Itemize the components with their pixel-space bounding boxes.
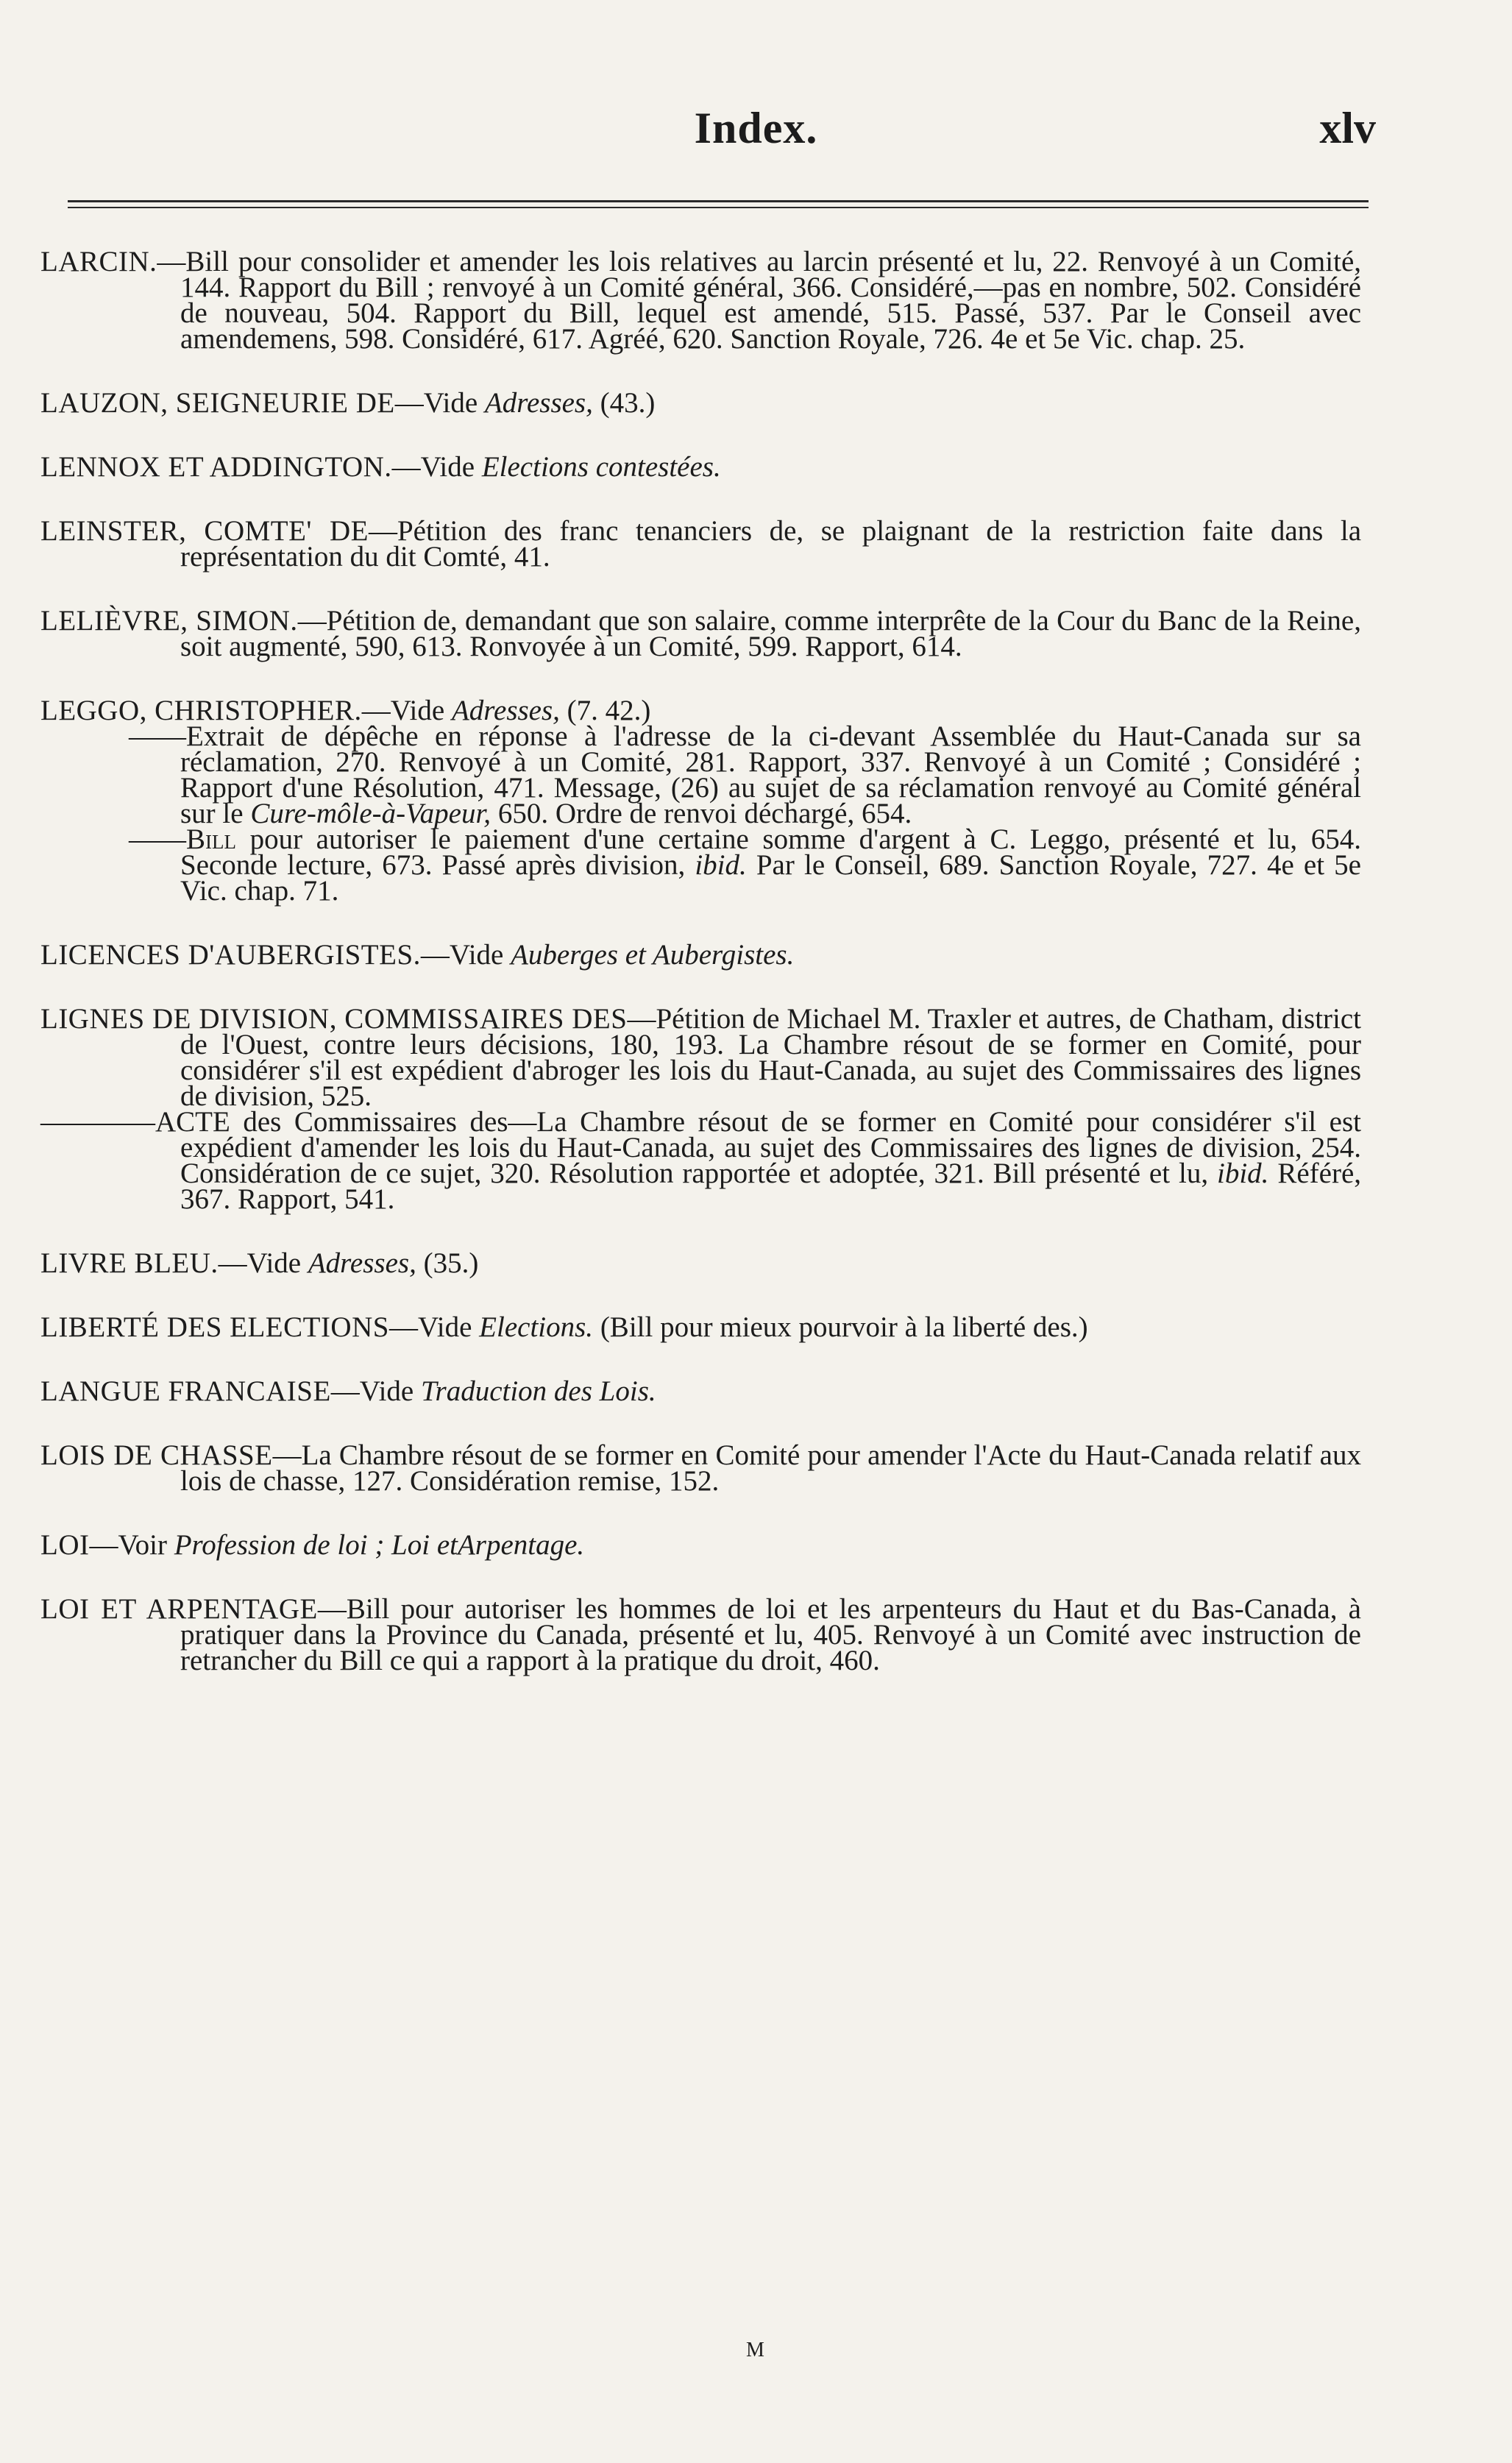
sub-entry-text: Extrait de dépêche en réponse à l'adresse de la ci-devant Assemblée du Haut-Canada sur sa réclamation, 270. Renvoyé à un Comité, 281. Rapport, 337. Renvoyé à un Comité ; Considéré ; Rapport d'une Résolution, 471. Message, (26) au sujet de sa réclamation renvoyé au Comité général sur le [180,720,1361,829]
index-entry-leinster [40,515,1361,573]
entry-text: —Vide [388,1311,480,1343]
entry-tail: (35.) [416,1247,479,1279]
entry-heading: LICENCES D'AUBERGISTES. [40,939,421,971]
sub-entry-tail: Par le Conseil, 689. Sanction Royale, 727. 4e et 5e Vic. chap. 71. [180,849,1361,907]
sub-entry-dash: —— [129,720,186,752]
entry-text: —Vide [420,939,511,971]
index-entry-lennox [40,451,1361,483]
entry-text: —Vide [394,387,485,419]
index-entry-lelievre [40,605,1361,662]
sub-entry-dash: —— [129,823,186,855]
entry-reference: Profession de loi ; Loi etArpentage. [174,1529,585,1561]
entry-reference: Adresses, [484,387,593,419]
index-entry-licences [40,939,1361,971]
entry-heading: LOIS DE CHASSE [40,1439,273,1471]
sub-entry-tail: Référé, 367. Rapport, 541. [180,1158,1362,1215]
entry-text: —Vide [218,1247,308,1279]
index-entry-leggo [40,695,1361,907]
entry-reference: Auberges et Aubergistes. [511,939,795,971]
entry-heading: LANGUE FRANCAISE [40,1375,331,1407]
entry-heading: LAUZON, SEIGNEURIE DE [40,387,395,419]
running-head [0,103,1512,162]
entry-reference: Adresses, [451,695,560,726]
entry-heading: LEINSTER, COMTE' DE [40,515,369,547]
header-rule-thick [68,200,1369,202]
sub-entry-tail: 650. Ordre de renvoi déchargé, 654. [491,798,912,829]
signature-mark: M [746,2339,766,2361]
header-rule-thin [68,207,1369,208]
index-entry-langue [40,1375,1361,1407]
entry-heading: LELIÈVRE, SIMON. [40,605,298,637]
sub-entry [129,720,1361,829]
entry-tail: (7. 42.) [559,695,651,726]
entry-heading: LIVRE BLEU. [40,1247,219,1279]
page-number: xlv [1319,104,1376,152]
entry-text: —Voir [89,1529,174,1561]
entry-tail: (Bill pour mieux pourvoir à la liberté des.) [593,1311,1088,1343]
entry-heading: LENNOX ET ADDINGTON. [40,451,392,483]
sub-entry-text: ACTE des Commissaires des—La Chambre résout de se former en Comité pour considérer s'il est expédient d'amender les lois du Haut-Canada, au sujet des Commissaires des lignes de division, 254. Considération de ce sujet, 320. Résolution rapportée et adoptée, 321. Bill présenté et lu, [155,1106,1361,1189]
index-entry-lauzon [40,387,1361,419]
index-entry-livre-bleu [40,1247,1361,1279]
sub-entry-reference: ibid. [695,849,747,881]
sub-entry [40,1106,1362,1215]
entry-heading: LOI [40,1529,90,1561]
entry-heading: LIGNES DE DIVISION, COMMISSAIRES DES [40,1003,628,1035]
index-entry-lois-chasse [40,1439,1361,1497]
entry-reference: Adresses, [308,1247,416,1279]
entry-text: —Bill pour consolider et amender les lois relatives au larcin présenté et lu, 22. Renvoyé à un Comité, 144. Rapport du Bill ; renvoyé à un Comité général, 366. Considéré,—pas en nombre, 502. Considéré de nouveau, 504. Rapport du Bill, lequel est amendé, 515. Passé, 537. Par le Conseil avec amendemens, 598. Considéré, 617. Agréé, 620. Sanction Royale, 726. 4e et 5e Vic. chap. 25. [157,246,1361,355]
entry-text: —Pétition des franc tenanciers de, se plaignant de la restriction faite dans la représentation du dit Comté, 41. [180,515,1361,573]
index-entry-loi-arpentage [40,1593,1361,1676]
entry-text: —La Chambre résout de se former en Comité pour amender l'Acte du Haut-Canada relatif aux lois de chasse, 127. Considération remise, 152. [180,1439,1361,1497]
index-entry-liberte [40,1311,1361,1343]
entry-text: —Bill pour autoriser les hommes de loi et les arpenteurs du Haut et du Bas-Canada, à pratiquer dans la Province du Canada, présenté et lu, 405. Renvoyé à un Comité avec instruction de retrancher du Bill ce qui a rapport à la pratique du droit, 460. [180,1593,1361,1676]
entry-reference: Traduction des Lois. [420,1375,656,1407]
page-title: Index. [694,104,818,152]
entry-text: —Vide [330,1375,421,1407]
entry-heading: LARCIN. [40,246,157,277]
entry-heading: LIBERTÉ DES ELECTIONS [40,1311,389,1343]
sub-entry-reference: Cure-môle-à-Vapeur, [250,798,491,829]
entry-heading: LEGGO, CHRISTOPHER. [40,695,362,726]
entry-text: —Vide [361,695,452,726]
index-entry-loi [40,1529,1361,1561]
index-entries [40,246,1362,1712]
entry-tail: (43.) [592,387,656,419]
sub-entry [129,823,1361,907]
sub-entry-text: pour autoriser le paiement d'une certaine somme d'argent à C. Leggo, présenté et lu, 654. Seconde lecture, 673. Passé après division, [180,823,1361,881]
entry-text: —Pétition de Michael M. Traxler et autres, de Chatham, district de l'Ouest, contre leurs décisions, 180, 193. La Chambre résout de se former en Comité, pour considérer s'il est expédient d'abroger les lois du Haut-Canada, au sujet des Commissaires des lignes de division, 525. [180,1003,1361,1112]
entry-main [40,1003,1361,1112]
sub-entry-reference: ibid. [1217,1158,1269,1189]
entry-reference: Elections. [479,1311,594,1343]
index-entry-lignes [40,1003,1362,1215]
index-entry-larcin [40,246,1361,355]
sub-entry-smallcaps: Bill [186,823,236,855]
entry-heading: LOI ET ARPENTAGE [40,1593,318,1625]
entry-main [40,695,1361,726]
sub-entry-dash: ———— [40,1106,155,1138]
entry-text: —Vide [391,451,482,483]
entry-text: —Pétition de, demandant que son salaire, comme interprête de la Cour du Banc de la Reine, soit augmenté, 590, 613. Ronvoyée à un Comité, 599. Rapport, 614. [180,605,1361,662]
entry-reference: Elections contestées. [481,451,721,483]
